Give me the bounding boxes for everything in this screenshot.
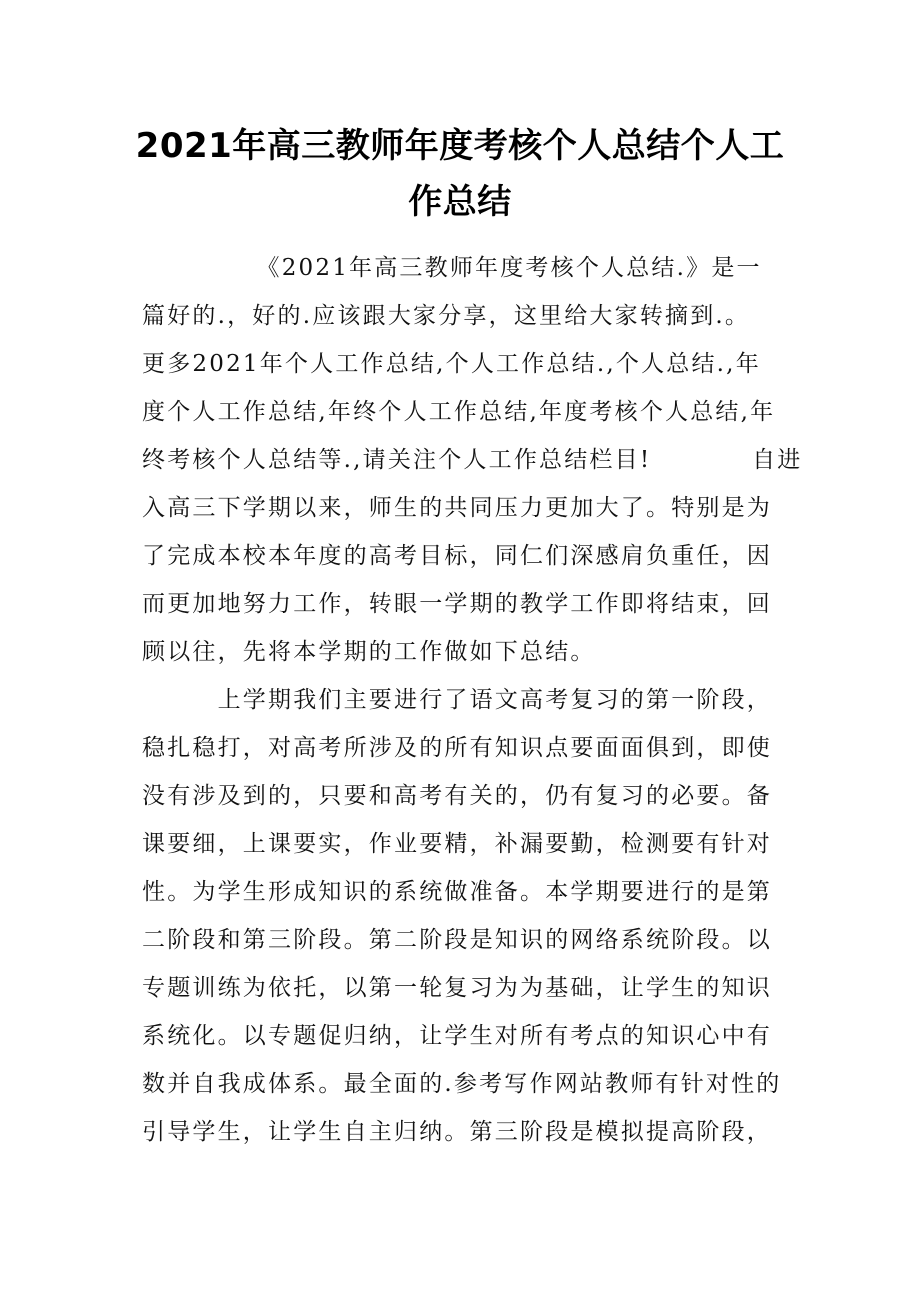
body-line: 终考核个人总结等.,请关注个人工作总结栏目! 自进: [142, 447, 803, 473]
body-line: 篇好的.，好的.应该跟大家分享，这里给大家转摘到.。: [142, 303, 751, 329]
body-line: 性。为学生形成知识的系统做准备。本学期要进行的是第: [142, 879, 772, 905]
body-line: 课要细，上课要实，作业要精，补漏要勤，检测要有针对: [142, 831, 772, 857]
title-line-2: 作总结: [408, 182, 512, 222]
body-line: 度个人工作总结,年终个人工作总结,年度考核个人总结,年: [142, 399, 776, 425]
body-line: 没有涉及到的，只要和高考有关的，仍有复习的必要。备: [142, 783, 772, 809]
body-line: 了完成本校本年度的高考目标，同仁们深感肩负重任，因: [142, 543, 772, 569]
body-line: 而更加地努力工作，转眼一学期的教学工作即将结束，回: [142, 591, 772, 617]
body-line: 顾以往，先将本学期的工作做如下总结。: [142, 639, 596, 665]
body-line: 二阶段和第三阶段。第二阶段是知识的网络系统阶段。以: [142, 927, 772, 953]
body-line: 稳扎稳打，对高考所涉及的所有知识点要面面俱到，即使: [142, 735, 772, 761]
body-line: 系统化。以专题促归纳，让学生对所有考点的知识心中有: [142, 1023, 772, 1049]
body-line: 引导学生，让学生自主归纳。第三阶段是模拟提高阶段，: [142, 1119, 772, 1145]
document-title: [100, 118, 820, 230]
body-line: 《2021年高三教师年度考核个人总结.》是一: [142, 255, 762, 281]
body-line: 专题训练为依托，以第一轮复习为为基础，让学生的知识: [142, 975, 772, 1001]
body-line: 入高三下学期以来，师生的共同压力更加大了。特别是为: [142, 495, 772, 521]
title-line-1: 2021年高三教师年度考核个人总结个人工: [135, 126, 785, 166]
body-line: 更多2021年个人工作总结,个人工作总结.,个人总结.,年: [142, 351, 761, 377]
body-line: 数并自我成体系。最全面的.参考写作网站教师有针对性的: [142, 1071, 782, 1097]
body-line: 上学期我们主要进行了语文高考复习的第一阶段，: [142, 687, 772, 713]
